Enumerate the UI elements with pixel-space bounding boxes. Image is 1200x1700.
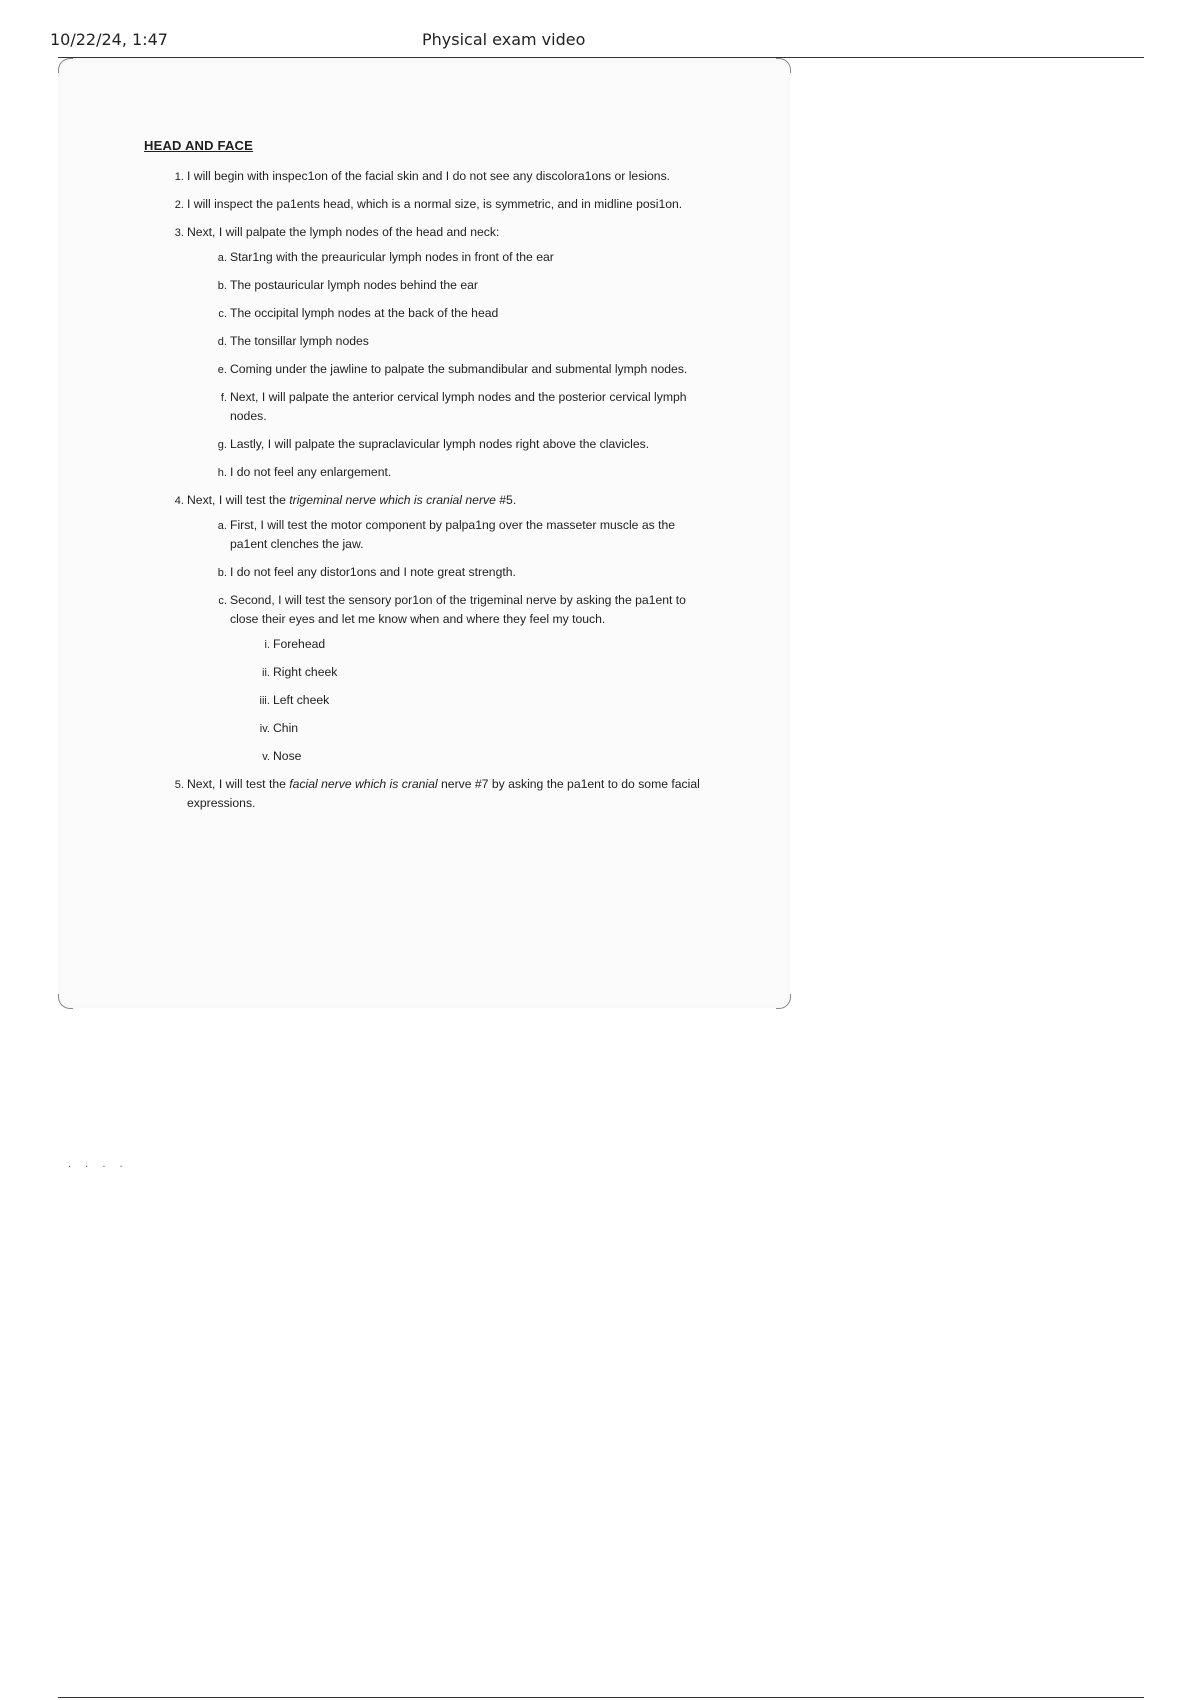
section-heading: HEAD AND FACE bbox=[144, 138, 254, 153]
scan-artifact: · · · · bbox=[68, 1162, 129, 1173]
list-item: a. First, I will test the motor component by palpa1ng over the masseter muscle as the pa1ent clenches the jaw. bbox=[230, 516, 704, 554]
document-body bbox=[144, 136, 704, 822]
crop-corner-top-right bbox=[776, 58, 791, 73]
list-item: f. Next, I will palpate the anterior cervical lymph nodes and the posterior cervical lymph nodes. bbox=[230, 388, 704, 426]
list-item: e. Coming under the jawline to palpate the submandibular and submental lymph nodes. bbox=[230, 360, 704, 379]
list-item: b. I do not feel any distor1ons and I note great strength. bbox=[230, 563, 704, 582]
crop-corner-bottom-right bbox=[776, 994, 791, 1009]
crop-corner-bottom-left bbox=[58, 994, 73, 1009]
list-item: iv. Chin bbox=[273, 719, 704, 738]
list-item: a. Star1ng with the preauricular lymph nodes in front of the ear bbox=[230, 248, 704, 267]
lymph-node-sublist bbox=[187, 248, 704, 482]
page-title: Physical exam video bbox=[422, 30, 586, 49]
list-item: 5. Next, I will test the facial nerve which is cranial nerve #7 by asking the pa1ent to do some facial expressions. bbox=[187, 775, 704, 813]
footer-divider bbox=[58, 1697, 1144, 1698]
list-item: i. Forehead bbox=[273, 635, 704, 654]
list-item: 4. Next, I will test the trigeminal nerve which is cranial nerve #5. a. First, I will test the motor component by palpa1ng over the masseter muscle as the pa1ent clenches the jaw. b. I do not feel any distor1ons and I note great strength. c. Second, I will test the sensory por1on of the trigeminal nerve by asking the pa1ent to close their eyes and let me know when and where they feel my touch. i. Forehead ii. Right cheek iii. Left cheek iv. Chin v. Nose bbox=[187, 491, 704, 766]
list-item: 2. I will inspect the pa1ents head, which is a normal size, is symmetric, and in midline posi1on. bbox=[187, 195, 704, 214]
crop-corner-top-left bbox=[58, 58, 73, 73]
trigeminal-sublist bbox=[187, 516, 704, 766]
list-item: iii. Left cheek bbox=[273, 691, 704, 710]
list-item: d. The tonsillar lymph nodes bbox=[230, 332, 704, 351]
list-item: h. I do not feel any enlargement. bbox=[230, 463, 704, 482]
list-item: c. The occipital lymph nodes at the back of the head bbox=[230, 304, 704, 323]
sensory-points-sublist bbox=[230, 635, 704, 766]
list-item: 3. Next, I will palpate the lymph nodes of the head and neck: a. Star1ng with the preauricular lymph nodes in front of the ear b. The postauricular lymph nodes behind the ear c. The occipital lymph nodes at the back of the head d. The tonsillar lymph nodes e. Coming under the jawline to palpate the submandibular and submental lymph nodes. f. Next, I will palpate the anterior cervical lymph nodes and the posterior cervical lymph nodes. g. Lastly, I will palpate the supraclavicular lymph nodes right above the clavicles. h. I do not feel any enlargement. bbox=[187, 223, 704, 482]
list-item: g. Lastly, I will palpate the supraclavicular lymph nodes right above the clavicles. bbox=[230, 435, 704, 454]
list-item: c. Second, I will test the sensory por1on of the trigeminal nerve by asking the pa1ent to close their eyes and let me know when and where they feel my touch. i. Forehead ii. Right cheek iii. Left cheek iv. Chin v. Nose bbox=[230, 591, 704, 766]
list-item: 1. I will begin with inspec1on of the facial skin and I do not see any discolora1ons or lesions. bbox=[187, 167, 704, 186]
exam-steps-list bbox=[144, 167, 704, 813]
list-item: v. Nose bbox=[273, 747, 704, 766]
list-item: b. The postauricular lymph nodes behind the ear bbox=[230, 276, 704, 295]
list-item: ii. Right cheek bbox=[273, 663, 704, 682]
print-date: 10/22/24, 1:47 bbox=[50, 30, 168, 49]
